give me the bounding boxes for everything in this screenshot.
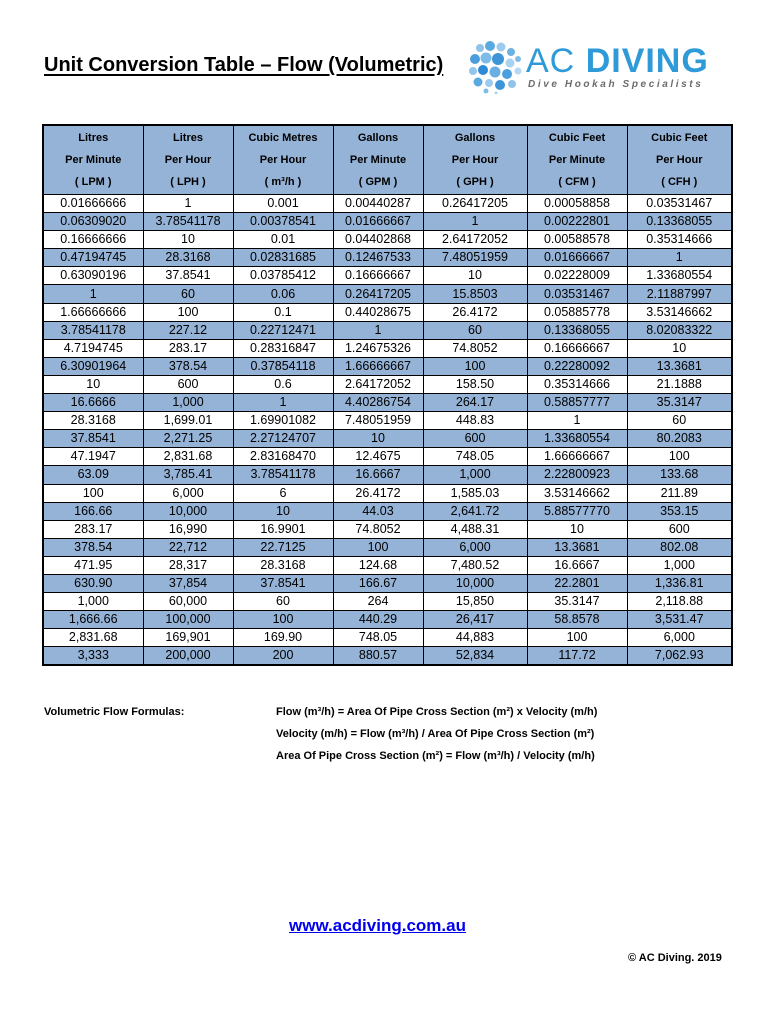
table-cell: 1,000: [43, 593, 143, 611]
table-cell: 7,480.52: [423, 556, 527, 574]
table-cell: 0.01666667: [527, 249, 627, 267]
table-row: [43, 520, 732, 538]
column-header-line: Per Hour: [164, 154, 212, 166]
table-cell: 169.90: [233, 629, 333, 647]
table-cell: 10,000: [423, 574, 527, 592]
column-header-line: ( LPH ): [170, 176, 206, 188]
table-cell: 0.47194745: [43, 249, 143, 267]
table-cell: 748.05: [423, 448, 527, 466]
table-cell: 15,850: [423, 593, 527, 611]
table-row: [43, 466, 732, 484]
column-header-line: Per Minute: [65, 154, 122, 166]
table-cell: 60: [423, 321, 527, 339]
table-cell: 0.03785412: [233, 267, 333, 285]
table-cell: 1,666.66: [43, 611, 143, 629]
table-cell: 166.67: [333, 574, 423, 592]
table-cell: 28.3168: [143, 249, 233, 267]
table-cell: 22.2801: [527, 574, 627, 592]
table-cell: 28,317: [143, 556, 233, 574]
table-cell: 1,000: [143, 394, 233, 412]
table-cell: 58.8578: [527, 611, 627, 629]
table-cell: 0.35314666: [527, 375, 627, 393]
table-cell: 100: [143, 303, 233, 321]
table-cell: 37.8541: [43, 430, 143, 448]
table-cell: 264.17: [423, 394, 527, 412]
table-row: [43, 394, 732, 412]
table-cell: 0.03531467: [627, 195, 732, 213]
ac-diving-logo: [468, 40, 720, 94]
column-header-line: Cubic Metres: [248, 132, 318, 144]
conversion-table: [42, 124, 733, 666]
table-cell: 52,834: [423, 647, 527, 666]
table-cell: 3.78541178: [43, 321, 143, 339]
table-cell: 16,990: [143, 520, 233, 538]
table-cell: 2,831.68: [43, 629, 143, 647]
column-header-line: Per Minute: [349, 154, 407, 166]
table-cell: 264: [333, 593, 423, 611]
table-cell: 3.78541178: [143, 213, 233, 231]
table-cell: 0.02228009: [527, 267, 627, 285]
table-cell: 10: [43, 375, 143, 393]
table-row: [43, 213, 732, 231]
table-cell: 26.4172: [423, 303, 527, 321]
formula-line: Flow (m³/h) = Area Of Pipe Cross Section (m²) x Velocity (m/h): [276, 706, 598, 718]
table-cell: 600: [627, 520, 732, 538]
table-cell: 0.63090196: [43, 267, 143, 285]
table-cell: 10: [233, 502, 333, 520]
table-cell: 0.04402868: [333, 231, 423, 249]
table-cell: 26.4172: [333, 484, 423, 502]
table-cell: 74.8052: [333, 520, 423, 538]
table-cell: 37,854: [143, 574, 233, 592]
column-header-line: Gallons: [454, 132, 496, 144]
table-cell: 0.00058858: [527, 195, 627, 213]
table-cell: 7.48051959: [423, 249, 527, 267]
table-cell: 0.001: [233, 195, 333, 213]
table-cell: 2.27124707: [233, 430, 333, 448]
table-cell: 0.00588578: [527, 231, 627, 249]
table-cell: 74.8052: [423, 339, 527, 357]
table-cell: 1: [333, 321, 423, 339]
logo-tagline: Dive Hookah Specialists: [528, 79, 704, 90]
table-row: [43, 593, 732, 611]
table-row: [43, 339, 732, 357]
table-cell: 26,417: [423, 611, 527, 629]
column-header: [627, 125, 732, 195]
table-cell: 1: [233, 394, 333, 412]
formulas-label: Volumetric Flow Formulas:: [44, 706, 185, 718]
table-cell: 1.66666667: [333, 357, 423, 375]
table-cell: 2,831.68: [143, 448, 233, 466]
table-row: [43, 611, 732, 629]
table-row: [43, 303, 732, 321]
table-cell: 28.3168: [233, 556, 333, 574]
column-header-line: Per Hour: [259, 154, 307, 166]
table-row: [43, 412, 732, 430]
table-cell: 10: [627, 339, 732, 357]
table-cell: 37.8541: [233, 574, 333, 592]
table-cell: 283.17: [43, 520, 143, 538]
table-row: [43, 267, 732, 285]
copyright: © AC Diving. 2019: [628, 952, 722, 964]
table-cell: 3.53146662: [527, 484, 627, 502]
column-header: [43, 125, 143, 195]
table-row: [43, 231, 732, 249]
formula-line: Velocity (m/h) = Flow (m³/h) / Area Of Pipe Cross Section (m²): [276, 728, 595, 740]
table-cell: 6,000: [627, 629, 732, 647]
table-cell: 0.01666667: [333, 213, 423, 231]
table-cell: 0.00378541: [233, 213, 333, 231]
column-header-line: ( CFH ): [661, 176, 698, 188]
table-cell: 0.12467533: [333, 249, 423, 267]
table-cell: 2,118.88: [627, 593, 732, 611]
table-cell: 0.02831685: [233, 249, 333, 267]
table-cell: 1: [423, 213, 527, 231]
table-cell: 1.33680554: [527, 430, 627, 448]
column-header-line: ( m³/h ): [264, 176, 302, 188]
table-cell: 0.58857777: [527, 394, 627, 412]
table-cell: 60: [627, 412, 732, 430]
table-cell: 227.12: [143, 321, 233, 339]
table-cell: 10: [143, 231, 233, 249]
table-cell: 4.7194745: [43, 339, 143, 357]
table-cell: 21.1888: [627, 375, 732, 393]
table-cell: 4,488.31: [423, 520, 527, 538]
table-cell: 124.68: [333, 556, 423, 574]
table-row: [43, 321, 732, 339]
table-cell: 1: [527, 412, 627, 430]
table-cell: 16.6667: [527, 556, 627, 574]
formula-line: Area Of Pipe Cross Section (m²) = Flow (m³/h) / Velocity (m/h): [276, 750, 595, 762]
table-cell: 133.68: [627, 466, 732, 484]
table-cell: 1.33680554: [627, 267, 732, 285]
table-cell: 6.30901964: [43, 357, 143, 375]
table-cell: 748.05: [333, 629, 423, 647]
table-cell: 1,336.81: [627, 574, 732, 592]
table-cell: 2.83168470: [233, 448, 333, 466]
table-cell: 2.64172052: [333, 375, 423, 393]
table-cell: 1: [43, 285, 143, 303]
table-cell: 3.78541178: [233, 466, 333, 484]
table-cell: 13.3681: [627, 357, 732, 375]
table-cell: 10,000: [143, 502, 233, 520]
table-cell: 1,000: [423, 466, 527, 484]
table-cell: 44,883: [423, 629, 527, 647]
table-cell: 200,000: [143, 647, 233, 666]
table-cell: 35.3147: [627, 394, 732, 412]
column-header-line: Cubic Feet: [548, 132, 606, 144]
table-cell: 0.13368055: [527, 321, 627, 339]
table-row: [43, 538, 732, 556]
table-row: [43, 574, 732, 592]
website-link[interactable]: www.acdiving.com.au: [289, 916, 466, 935]
table-cell: 0.22712471: [233, 321, 333, 339]
table-cell: 0.13368055: [627, 213, 732, 231]
table-cell: 100: [233, 611, 333, 629]
table-cell: 2,271.25: [143, 430, 233, 448]
table-cell: 16.6666: [43, 394, 143, 412]
table-header-row: [43, 125, 732, 195]
table-cell: 1.69901082: [233, 412, 333, 430]
table-cell: 0.22280092: [527, 357, 627, 375]
table-cell: 2,641.72: [423, 502, 527, 520]
table-cell: 448.83: [423, 412, 527, 430]
table-cell: 1,000: [627, 556, 732, 574]
table-cell: 378.54: [43, 538, 143, 556]
table-cell: 169,901: [143, 629, 233, 647]
bubbles-icon: [468, 40, 524, 94]
table-cell: 10: [527, 520, 627, 538]
table-cell: 600: [143, 375, 233, 393]
table-cell: 60: [143, 285, 233, 303]
table-cell: 283.17: [143, 339, 233, 357]
table-cell: 6,000: [143, 484, 233, 502]
table-cell: 0.00222801: [527, 213, 627, 231]
table-cell: 0.26417205: [423, 195, 527, 213]
table-row: [43, 285, 732, 303]
table-cell: 16.6667: [333, 466, 423, 484]
table-cell: 3,531.47: [627, 611, 732, 629]
column-header-line: Litres: [173, 132, 203, 144]
table-cell: 378.54: [143, 357, 233, 375]
column-header-line: Gallons: [357, 132, 399, 144]
table-row: [43, 249, 732, 267]
table-cell: 6,000: [423, 538, 527, 556]
table-cell: 630.90: [43, 574, 143, 592]
table-row: [43, 647, 732, 666]
table-cell: 2.64172052: [423, 231, 527, 249]
table-cell: 15.8503: [423, 285, 527, 303]
logo-brand-name: [526, 42, 709, 81]
table-cell: 440.29: [333, 611, 423, 629]
table-cell: 0.03531467: [527, 285, 627, 303]
table-cell: 22.7125: [233, 538, 333, 556]
column-header-line: Per Hour: [656, 154, 703, 166]
column-header: [333, 125, 423, 195]
table-cell: 0.16666667: [527, 339, 627, 357]
table-cell: 35.3147: [527, 593, 627, 611]
table-cell: 47.1947: [43, 448, 143, 466]
table-row: [43, 484, 732, 502]
table-cell: 37.8541: [143, 267, 233, 285]
table-cell: 0.35314666: [627, 231, 732, 249]
table-cell: 0.28316847: [233, 339, 333, 357]
table-cell: 2.11887997: [627, 285, 732, 303]
table-cell: 0.06: [233, 285, 333, 303]
table-cell: 100: [333, 538, 423, 556]
table-cell: 60,000: [143, 593, 233, 611]
table-row: [43, 375, 732, 393]
table-cell: 0.01: [233, 231, 333, 249]
table-cell: 0.6: [233, 375, 333, 393]
table-row: [43, 502, 732, 520]
column-header-line: Per Minute: [548, 154, 606, 166]
table-cell: 1.66666666: [43, 303, 143, 321]
table-cell: 3,785.41: [143, 466, 233, 484]
table-cell: 100: [627, 448, 732, 466]
table-cell: 80.2083: [627, 430, 732, 448]
table-cell: 16.9901: [233, 520, 333, 538]
table-cell: 117.72: [527, 647, 627, 666]
table-cell: 166.66: [43, 502, 143, 520]
column-header-line: Per Hour: [451, 154, 499, 166]
column-header: [527, 125, 627, 195]
table-cell: 7,062.93: [627, 647, 732, 666]
table-cell: 3.53146662: [627, 303, 732, 321]
table-cell: 3,333: [43, 647, 143, 666]
table-cell: 200: [233, 647, 333, 666]
table-cell: 6: [233, 484, 333, 502]
table-cell: 5.88577770: [527, 502, 627, 520]
table-row: [43, 195, 732, 213]
column-header: [423, 125, 527, 195]
table-cell: 100: [43, 484, 143, 502]
table-cell: 1: [143, 195, 233, 213]
table-cell: 802.08: [627, 538, 732, 556]
column-header: [143, 125, 233, 195]
logo-brand-light: AC: [526, 42, 586, 80]
table-cell: 1,699.01: [143, 412, 233, 430]
table-cell: 1.66666667: [527, 448, 627, 466]
table-cell: 28.3168: [43, 412, 143, 430]
column-header-line: ( GPH ): [456, 176, 494, 188]
table-cell: 22,712: [143, 538, 233, 556]
table-row: [43, 357, 732, 375]
table-cell: 60: [233, 593, 333, 611]
table-body: [43, 195, 732, 666]
table-cell: 12.4675: [333, 448, 423, 466]
column-header-line: ( CFM ): [558, 176, 596, 188]
table-cell: 0.37854118: [233, 357, 333, 375]
table-cell: 0.44028675: [333, 303, 423, 321]
table-cell: 1.24675326: [333, 339, 423, 357]
table-cell: 471.95: [43, 556, 143, 574]
table-cell: 63.09: [43, 466, 143, 484]
table-cell: 100,000: [143, 611, 233, 629]
table-cell: 8.02083322: [627, 321, 732, 339]
table-cell: 4.40286754: [333, 394, 423, 412]
table-cell: 880.57: [333, 647, 423, 666]
table-cell: 13.3681: [527, 538, 627, 556]
table-row: [43, 448, 732, 466]
table-cell: 0.16666666: [43, 231, 143, 249]
table-cell: 0.16666667: [333, 267, 423, 285]
column-header: [233, 125, 333, 195]
table-cell: 211.89: [627, 484, 732, 502]
column-header-line: Litres: [78, 132, 109, 144]
table-cell: 600: [423, 430, 527, 448]
table-cell: 44.03: [333, 502, 423, 520]
table-row: [43, 430, 732, 448]
table-cell: 158.50: [423, 375, 527, 393]
table-row: [43, 556, 732, 574]
table-cell: 0.01666666: [43, 195, 143, 213]
logo-brand-bold: DIVING: [585, 42, 709, 80]
table-row: [43, 629, 732, 647]
table-cell: 2.22800923: [527, 466, 627, 484]
table-cell: 7.48051959: [333, 412, 423, 430]
table-cell: 0.06309020: [43, 213, 143, 231]
table-cell: 100: [527, 629, 627, 647]
table-cell: 1,585.03: [423, 484, 527, 502]
table-cell: 1: [627, 249, 732, 267]
column-header-line: ( LPM ): [74, 176, 112, 188]
table-cell: 10: [333, 430, 423, 448]
table-cell: 353.15: [627, 502, 732, 520]
table-cell: 100: [423, 357, 527, 375]
table-cell: 0.00440287: [333, 195, 423, 213]
table-cell: 0.1: [233, 303, 333, 321]
column-header-line: ( GPM ): [358, 176, 398, 188]
column-header-line: Cubic Feet: [651, 132, 708, 144]
table-cell: 0.05885778: [527, 303, 627, 321]
table-cell: 10: [423, 267, 527, 285]
table-cell: 0.26417205: [333, 285, 423, 303]
page-title: Unit Conversion Table – Flow (Volumetric): [44, 54, 444, 76]
